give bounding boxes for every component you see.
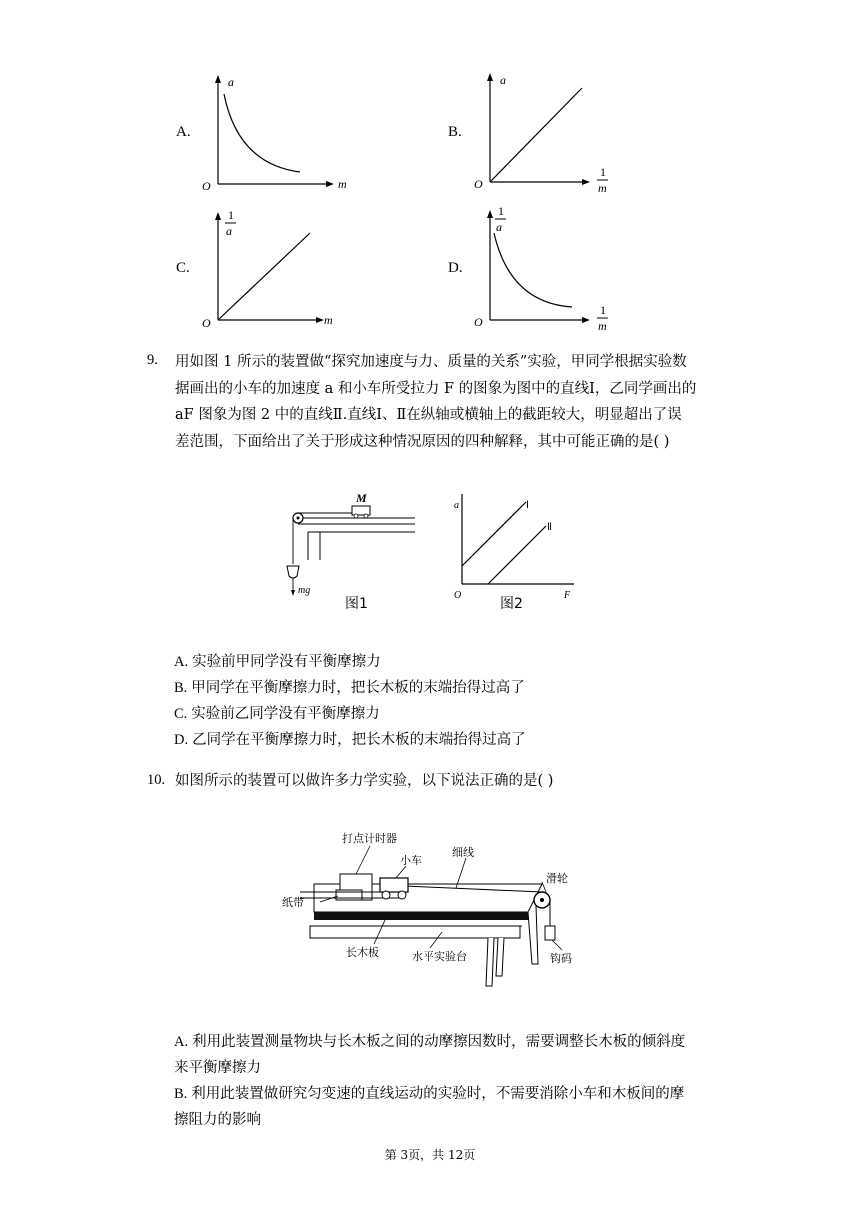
q10-fig-weight-label: 钩码 xyxy=(550,952,572,965)
q10-figure xyxy=(280,826,600,996)
q9-stem xyxy=(175,349,735,455)
option-b-graph xyxy=(472,70,632,200)
q10-choice-a-line-2: 来平衡摩擦力 xyxy=(174,1060,261,1076)
q9-choice-c[interactable] xyxy=(174,701,734,727)
q10-choice-a[interactable] xyxy=(174,1029,734,1081)
q10-fig-tape-label: 纸带 xyxy=(282,896,304,909)
q9-line-2: 据画出的小车的加速度 a 和小车所受拉力 F 的图象为图中的直线Ⅰ，乙同学画出的 xyxy=(175,380,697,397)
q10-fig-timer-label: 打点计时器 xyxy=(342,832,397,845)
option-c-y-den: a xyxy=(226,224,232,238)
option-d-origin: O xyxy=(474,315,483,329)
q9-choice-a-text: 实验前甲同学没有平衡摩擦力 xyxy=(192,654,381,670)
q9-fig1-weight-label: mg xyxy=(298,585,311,596)
option-a-origin: O xyxy=(202,179,211,193)
option-b-origin: O xyxy=(474,177,483,191)
q10-number: 10. xyxy=(147,772,166,788)
q9-fig2-line1-label: Ⅰ xyxy=(526,500,529,511)
q10-fig-cart-label: 小车 xyxy=(400,854,422,867)
q9-fig2-x-label: F xyxy=(564,590,571,601)
q9-fig2-origin: O xyxy=(454,590,462,601)
q9-fig1-mass-label: M xyxy=(356,491,367,505)
option-a-y-label: a xyxy=(228,75,234,89)
option-b-y-label: a xyxy=(500,73,506,87)
page-footer: 第 3页，共 12页 xyxy=(384,1148,476,1162)
q9-choice-c-letter: C. xyxy=(174,706,188,722)
q9-choice-a[interactable] xyxy=(174,649,734,675)
option-c-label: C. xyxy=(176,260,190,276)
q10-choice-b-line-2: 擦阻力的影响 xyxy=(174,1112,261,1128)
q9-choice-d[interactable] xyxy=(174,727,734,753)
q9-figure-2 xyxy=(446,488,586,603)
q9-fig1-caption: 图1 xyxy=(345,596,368,612)
q9-choice-c-text: 实验前乙同学没有平衡摩擦力 xyxy=(191,706,380,722)
option-d-y-num: 1 xyxy=(498,204,504,218)
option-c-x-label: m xyxy=(324,313,333,327)
q10-fig-pulley-label: 滑轮 xyxy=(546,872,568,885)
q10-choice-b-letter: B. xyxy=(174,1086,188,1102)
q10-fig-string-label: 细线 xyxy=(452,846,474,859)
q9-choice-b-text: 甲同学在平衡摩擦力时，把长木板的末端抬得过高了 xyxy=(191,680,525,696)
option-d-x-den: m xyxy=(598,319,607,333)
option-c-graph xyxy=(200,205,350,333)
option-c-y-num: 1 xyxy=(228,208,234,222)
q9-fig2-caption: 图2 xyxy=(500,596,523,612)
q10-choice-b-line-1: 利用此装置做研究匀变速的直线运动的实验时，不需要消除小车和木板间的摩 xyxy=(191,1086,685,1102)
option-b-x-den: m xyxy=(598,181,607,195)
option-d-x-num: 1 xyxy=(600,303,606,317)
q10-choice-a-letter: A. xyxy=(174,1034,189,1050)
q10-choice-a-line-1: 利用此装置测量物块与长木板之间的动摩擦因数时，需要调整长木板的倾斜度 xyxy=(192,1034,686,1050)
q9-line-3: aF 图象为图 2 中的直线Ⅱ.直线Ⅰ、Ⅱ在纵轴或横轴上的截距较大，明显超出了误 xyxy=(175,407,682,423)
q9-choice-a-letter: A. xyxy=(174,654,189,670)
option-a-x-label: m xyxy=(338,177,347,191)
option-a-graph xyxy=(200,72,350,197)
option-d-label: D. xyxy=(448,260,463,276)
q10-stem: 如图所示的装置可以做许多力学实验，以下说法正确的是( ) xyxy=(175,773,554,789)
q9-number: 9. xyxy=(147,352,158,368)
option-b-label: B. xyxy=(448,124,462,140)
q9-fig2-line2-label: Ⅱ xyxy=(547,522,552,533)
option-b-x-num: 1 xyxy=(600,165,606,179)
option-d-graph xyxy=(472,203,632,338)
option-a-label: A. xyxy=(176,124,191,140)
option-d-y-den: a xyxy=(496,220,502,234)
q9-choice-d-letter: D. xyxy=(174,732,189,748)
option-c-origin: O xyxy=(202,316,211,330)
q9-choice-d-text: 乙同学在平衡摩擦力时，把长木板的末端抬得过高了 xyxy=(192,732,526,748)
q9-choice-b-letter: B. xyxy=(174,680,188,696)
q9-choice-b[interactable] xyxy=(174,675,734,701)
q10-fig-board-label: 长木板 xyxy=(346,946,379,959)
q10-fig-table-label: 水平实验台 xyxy=(412,950,467,963)
q9-line-4: 差范围，下面给出了关于形成这种情况原因的四种解释，其中可能正确的是( ) xyxy=(175,433,670,450)
q9-line-1: 用如图 1 所示的装置做“探究加速度与力、质量的关系”实验，甲同学根据实验数 xyxy=(175,354,687,370)
q9-fig2-y-label: a xyxy=(454,500,459,511)
q10-choice-b[interactable] xyxy=(174,1081,734,1133)
